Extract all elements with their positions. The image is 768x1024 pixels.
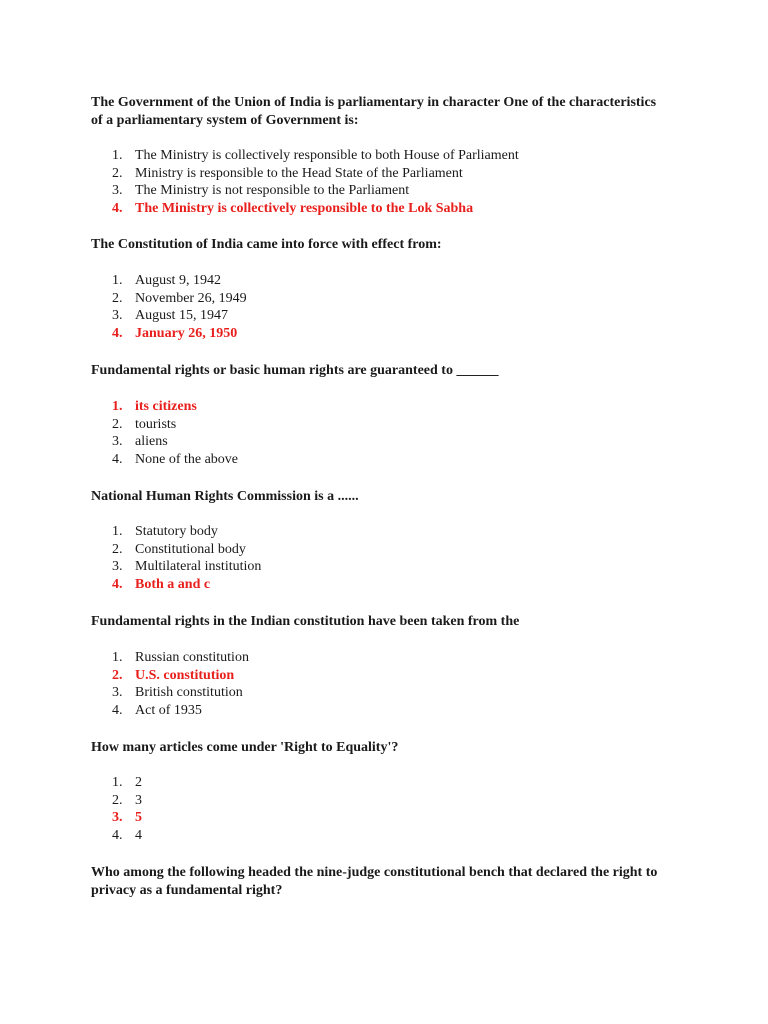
option-item: 2. 3 (112, 792, 142, 808)
option-item: 4. None of the above (112, 452, 239, 468)
question-4-text: National Human Rights Commission is a ...... (91, 489, 359, 504)
option-item: 2. Ministry is responsible to the Head State of the Parliament (112, 165, 463, 181)
option-item: 3. The Ministry is not responsible to the Parliament (112, 183, 410, 199)
option-item: 1. August 9, 1942 (112, 273, 221, 288)
option-item: 2. November 26, 1949 (112, 290, 247, 306)
correct-option-item: 4. The Ministry is collectively responsible to the Lok Sabha (112, 201, 474, 217)
option-item: 2. Constitutional body (112, 541, 246, 557)
correct-option-item: 2. U.S. constitution (112, 667, 235, 683)
question-1-text: The Government of the Union of India is parliamentary in character One of the characteristics of a parliamentary system of Government is: (91, 95, 657, 128)
option-item: 1. Russian constitution (112, 650, 249, 665)
option-item: 2. tourists (112, 416, 177, 432)
question-5-options (91, 649, 249, 720)
option-item: 3. British constitution (112, 685, 243, 701)
option-item: 3. August 15, 1947 (112, 308, 228, 324)
correct-option-item: 3. 5 (112, 810, 142, 826)
option-item: 3. Multilateral institution (112, 559, 262, 575)
option-item: 1. The Ministry is collectively responsible to both House of Parliament (112, 148, 519, 163)
question-1-options (91, 147, 519, 218)
question-2-options (91, 272, 247, 343)
option-item: 3. aliens (112, 434, 168, 450)
question-4-options (91, 523, 261, 594)
question-3-text: Fundamental rights or basic human rights are guaranteed to ______ (91, 363, 499, 378)
option-item: 4. 4 (112, 828, 142, 844)
question-6-options (91, 774, 142, 845)
question-6-text: How many articles come under 'Right to Equality'? (91, 740, 399, 755)
question-5-text: Fundamental rights in the Indian constitution have been taken from the (91, 614, 520, 629)
correct-option-item: 4. Both a and c (112, 577, 211, 593)
option-item: 1. 2 (112, 775, 142, 790)
question-7-text: Who among the following headed the nine-judge constitutional bench that declared the right to privacy as a fundamental right? (91, 865, 658, 898)
question-3-options (91, 398, 238, 469)
option-item: 1. Statutory body (112, 524, 218, 539)
question-2-text: The Constitution of India came into force with effect from: (91, 237, 442, 252)
correct-option-item: 1. its citizens (112, 399, 197, 414)
correct-option-item: 4. January 26, 1950 (112, 326, 238, 342)
option-item: 4. Act of 1935 (112, 703, 202, 719)
